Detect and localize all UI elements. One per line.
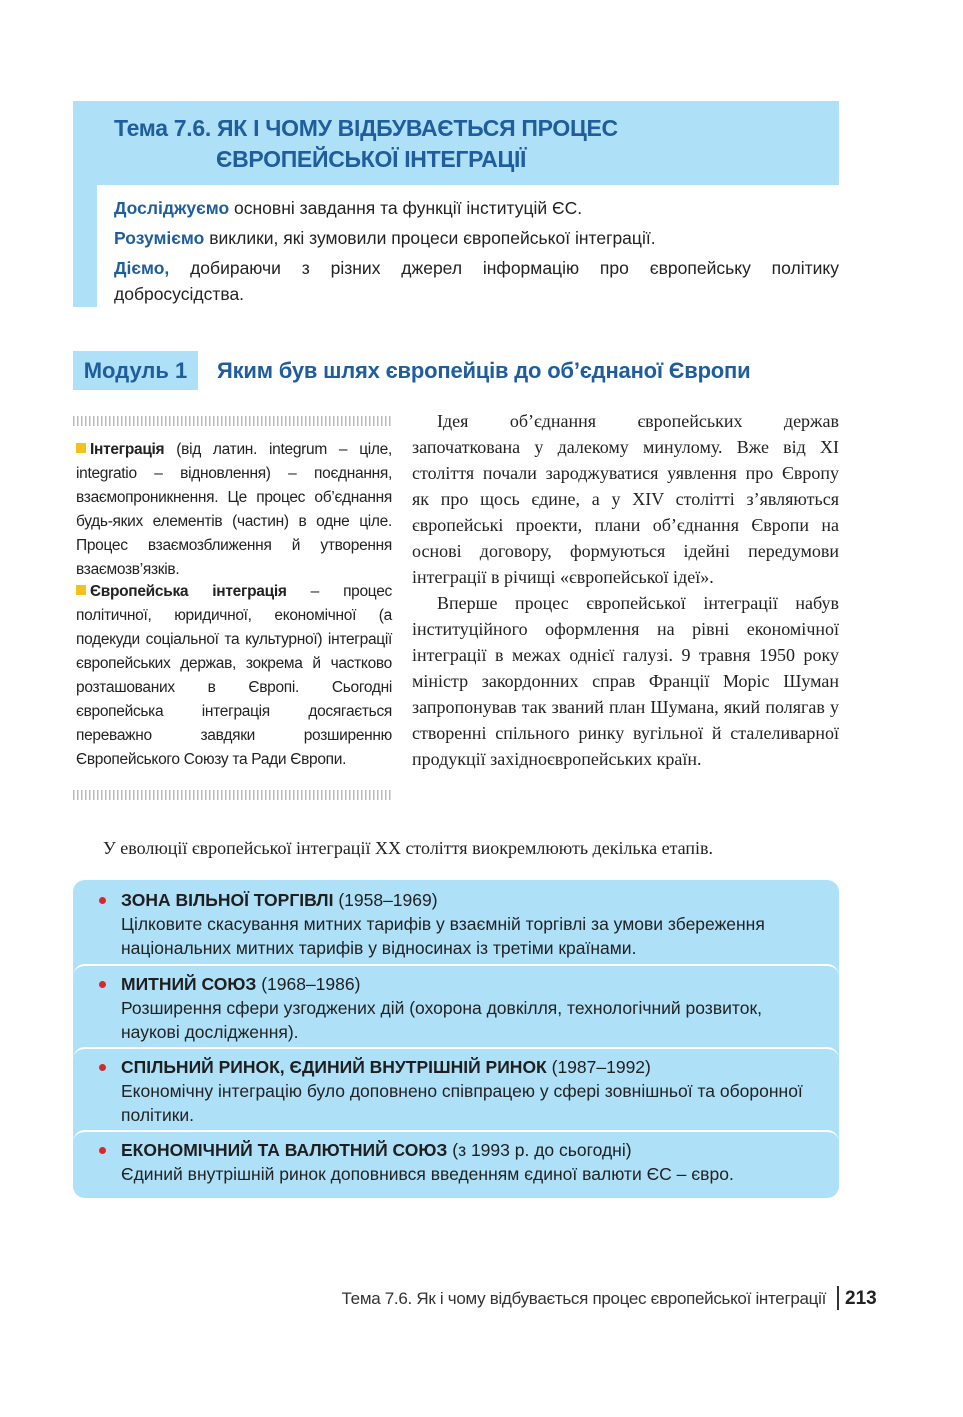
glossary-bottom-divider [73,790,393,800]
topic-title-line-2: ЄВРОПЕЙСЬКОЇ ІНТЕГРАЦІЇ [216,146,527,172]
goal-understand [114,225,839,251]
stage-period: (1958–1969) [333,890,438,910]
page-number: 213 [845,1288,877,1309]
stage-title [121,972,823,996]
red-bullet-icon [99,897,106,904]
glossary-term-european-integration [76,580,392,772]
learning-goals [73,185,839,307]
stage-name: СПІЛЬНИЙ РИНОК, ЄДИНИЙ ВНУТРІШНІЙ РИНОК [121,1057,547,1077]
topic-title-line-1: Тема 7.6. ЯК І ЧОМУ ВІДБУВАЄТЬСЯ ПРОЦЕС [114,115,618,141]
goal-text: основні завдання та функції інституцій ЄС. [229,198,583,218]
stage-period: (1987–1992) [546,1057,651,1077]
term-name: Інтеграція [90,441,165,458]
stage-description: Економічну інтеграцію було доповнено співпрацею у сфері зовнішньої та оборонної політики. [121,1081,803,1125]
body-paragraph-1: Ідея об’єднання європейських держав започаткована у далекому минулому. Вже від XI століття почали зароджуватися уявлення про Європу як про щось єдине, а у XIV столітті з’являються європейські проекти, плани об’єднання Європи на основі договору, формуються ідейні передумови інтеграції в річищі «європейської ідеї». [412,411,839,587]
running-title: Тема 7.6. Як і чому відбувається процес європейської інтеграції [341,1289,826,1308]
page-footer [0,1285,963,1313]
module-title: Яким був шлях європейців до об’єднаної Європи [217,358,751,383]
topic-title [114,113,618,175]
red-bullet-icon [99,1147,106,1154]
integration-stages-box [73,880,839,1198]
square-bullet-icon [76,585,86,595]
term-definition: (від латин. integrum – ціле, integratio – відновлення) – поєднання, взаємопроникнення. Це процес об’єднання будь-яких елементів (частин) в одне ціле. Процес взаємозближення й утворення взаємозв’язків. [76,441,392,578]
goal-text: добираючи з різних джерел інформацію про європейську політику добросусідства. [114,258,839,304]
red-bullet-icon [99,1064,106,1071]
goal-keyword: Розуміємо [114,228,205,248]
term-name: Європейська інтеграція [90,583,287,600]
square-bullet-icon [76,443,86,453]
body-paragraph-2: Вперше процес європейської інтеграції набув інституційного оформлення на рівні економічної інтеграції в межах однієї галузі. 9 травня 1950 року міністр закордонних справ Франції Моріс Шуман запропонував так званий план Шумана, який полягав у створенні спільного ринку вугільної й сталеливарної продукції західноєвропейських країн. [412,593,839,769]
stage-period: (1968–1986) [256,974,361,994]
goal-act [114,255,839,307]
stage-description: Розширення сфери узгоджених дій (охорона довкілля, технологічний розвиток, наукові дослідження). [121,998,762,1042]
main-body-text [412,408,839,772]
goal-explore [114,195,839,221]
goals-accent-bar [73,185,97,307]
stage-title [121,1055,823,1079]
stage-name: МИТНИЙ СОЮЗ [121,974,257,994]
footer-divider [837,1286,839,1310]
stage-title [121,1138,823,1162]
stage-item [73,1130,839,1198]
stage-item [73,1047,839,1131]
module-badge: Модуль 1 [73,351,198,390]
stages-intro: У еволюції європейської інтеграції ХХ століття виокремлюють декілька етапів. [103,838,714,858]
stage-period: (з 1993 р. до сьогодні) [447,1140,632,1160]
goal-keyword: Досліджуємо [114,198,230,218]
stage-name: ЗОНА ВІЛЬНОЇ ТОРГІВЛІ [121,890,334,910]
stage-description: Єдиний внутрішній ринок доповнився введенням єдиної валюти ЄС – євро. [121,1164,734,1184]
term-definition: – процес політичної, юридичної, економічної (а подекуди соціальної та культурної) інтеграції європейських держав, зокрема й частково розташованих в Європі. Сьогодні європейська інтеграція досягається переважно завдяки розширенню Європейського Союзу та Ради Європи. [76,583,392,768]
stage-item [73,880,839,966]
stage-item [73,964,839,1048]
goal-keyword: Діємо, [114,258,170,278]
red-bullet-icon [99,981,106,988]
goal-text: виклики, які зумовили процеси європейської інтеграції. [204,228,656,248]
stage-description: Цілковите скасування митних тарифів у взаємній торгівлі за умови збереження національних митних тарифів у відносинах із третіми країнами. [121,914,765,958]
glossary-term-integration [76,438,392,582]
stage-name: ЕКОНОМІЧНИЙ ТА ВАЛЮТНИЙ СОЮЗ [121,1140,448,1160]
stage-title [121,888,823,912]
glossary-top-divider [73,416,393,426]
topic-header [73,101,839,185]
